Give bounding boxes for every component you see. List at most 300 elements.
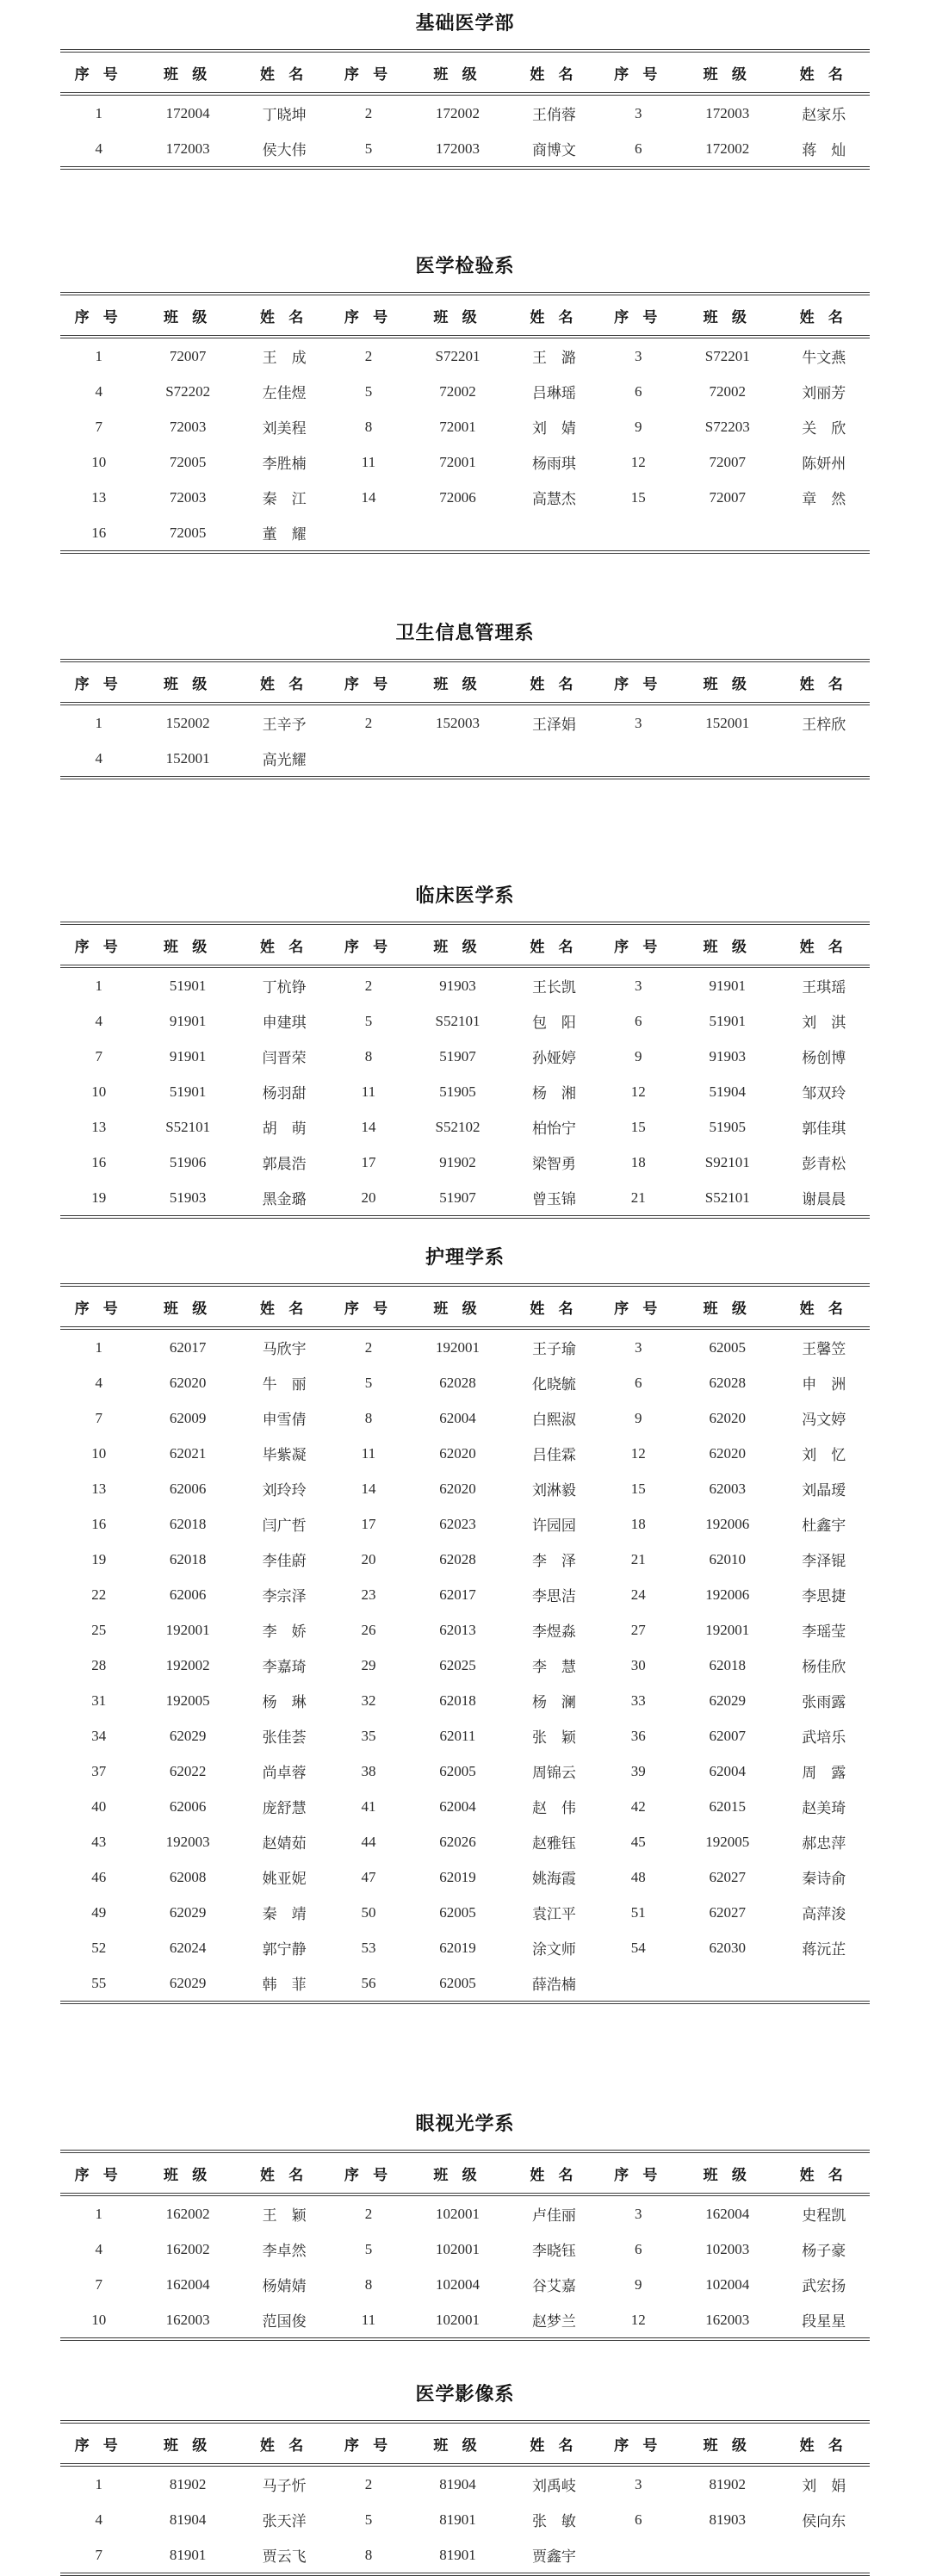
- name-cell: 武培乐: [802, 1729, 846, 1746]
- class-cell: 51901: [169, 977, 207, 994]
- class-cell: S72201: [704, 347, 750, 364]
- column-header: 序 号: [344, 1300, 394, 1317]
- name-cell: 牛文燕: [802, 350, 846, 366]
- class-cell: 72002: [709, 382, 747, 400]
- class-cell: [677, 741, 778, 778]
- name-cell: 李 泽: [531, 1553, 576, 1569]
- name-cell: 侯大伟: [262, 142, 307, 158]
- class-cell: 51905: [439, 1083, 476, 1100]
- class-cell: 81901: [439, 2546, 476, 2563]
- serial-cell: 49: [91, 1903, 107, 1921]
- name-cell: [508, 741, 599, 778]
- class-cell: 62008: [169, 1868, 207, 1885]
- class-cell: 62005: [709, 1338, 747, 1356]
- table-row: [60, 1039, 870, 1074]
- class-cell: 62006: [169, 1586, 207, 1603]
- column-header: 姓 名: [799, 66, 848, 83]
- department-section: [60, 251, 870, 554]
- serial-cell: 7: [95, 2275, 102, 2293]
- name-cell: 刘 忆: [802, 1447, 846, 1463]
- column-header: 班 级: [433, 2437, 482, 2454]
- class-cell: 51905: [709, 1118, 747, 1135]
- name-cell: 刘禹岐: [531, 2478, 576, 2494]
- class-cell: 172003: [705, 104, 750, 121]
- name-cell: 李思捷: [802, 1588, 846, 1605]
- class-cell: 172003: [165, 140, 210, 157]
- name-cell: 张 敏: [531, 2513, 576, 2529]
- table-row: [60, 2231, 870, 2267]
- class-cell: 91901: [169, 1047, 207, 1065]
- class-cell: 192006: [705, 1515, 750, 1532]
- serial-cell: 12: [630, 1083, 646, 1100]
- class-cell: 62025: [439, 1656, 476, 1673]
- serial-cell: 3: [635, 2475, 642, 2492]
- serial-cell: 10: [91, 2311, 107, 2328]
- class-cell: 102001: [435, 2240, 480, 2257]
- serial-cell: 9: [635, 2275, 642, 2293]
- class-cell: 62020: [709, 1409, 747, 1426]
- class-cell: 152001: [165, 749, 210, 767]
- roster-table: [60, 1283, 870, 2004]
- name-cell: 涂文师: [531, 1941, 576, 1958]
- department-section: [60, 881, 870, 1219]
- table-row: [60, 1789, 870, 1824]
- column-header: 班 级: [164, 2167, 213, 2183]
- header-row: [60, 661, 870, 704]
- column-header: 班 级: [703, 66, 752, 83]
- name-cell: 王泽娟: [531, 717, 576, 733]
- serial-cell: 7: [95, 418, 102, 435]
- serial-cell: 4: [95, 140, 102, 157]
- column-header: 姓 名: [799, 2167, 848, 2183]
- column-header: 序 号: [344, 2437, 394, 2454]
- name-cell: 贾鑫宇: [531, 2548, 576, 2565]
- serial-cell: 13: [91, 1480, 107, 1497]
- column-header: 序 号: [344, 676, 394, 692]
- name-cell: 杨羽甜: [262, 1085, 307, 1102]
- class-cell: 91901: [709, 977, 747, 994]
- table-row: [60, 1718, 870, 1754]
- serial-cell: 19: [91, 1550, 107, 1567]
- class-cell: 162003: [165, 2311, 210, 2328]
- class-cell: 62029: [709, 1691, 747, 1709]
- serial-cell: 4: [95, 2240, 102, 2257]
- serial-cell: 16: [91, 1515, 107, 1532]
- column-header: 序 号: [74, 676, 123, 692]
- name-cell: 薛浩楠: [531, 1977, 576, 1993]
- serial-cell: 36: [630, 1727, 646, 1744]
- serial-cell: 12: [630, 453, 646, 470]
- name-cell: 卢佳丽: [531, 2207, 576, 2224]
- department-section: [60, 2109, 870, 2341]
- serial-cell: 8: [364, 1409, 373, 1426]
- column-header: 序 号: [74, 2167, 123, 2183]
- serial-cell: 20: [361, 1550, 376, 1567]
- serial-cell: 44: [361, 1833, 376, 1850]
- section-title: 医学影像系: [415, 2383, 515, 2405]
- table-row: [60, 741, 870, 778]
- class-cell: 62018: [169, 1550, 207, 1567]
- serial-cell: 5: [364, 1012, 373, 1029]
- column-header: 姓 名: [530, 676, 579, 692]
- class-cell: 51904: [709, 1083, 747, 1100]
- table-row: [60, 131, 870, 168]
- class-cell: 62029: [169, 1903, 207, 1921]
- serial-cell: 34: [91, 1727, 107, 1744]
- serial-cell: 16: [91, 1153, 107, 1170]
- serial-cell: [600, 515, 677, 552]
- serial-cell: 15: [630, 488, 646, 506]
- table-row: [60, 966, 870, 1003]
- section-title: 眼视光学系: [415, 2113, 515, 2134]
- name-cell: 章 然: [802, 491, 846, 507]
- class-cell: 62027: [709, 1903, 747, 1921]
- column-header: 序 号: [74, 2437, 123, 2454]
- column-header: 班 级: [433, 309, 482, 326]
- column-header: 序 号: [74, 309, 123, 326]
- table-row: [60, 2302, 870, 2339]
- class-cell: 62005: [439, 1974, 476, 1991]
- name-cell: 赵家乐: [802, 107, 846, 123]
- class-cell: 62004: [439, 1409, 476, 1426]
- name-cell: 冯文婷: [802, 1412, 846, 1428]
- serial-cell: 48: [630, 1868, 646, 1885]
- roster-table: [60, 922, 870, 1219]
- serial-cell: 9: [635, 1409, 642, 1426]
- serial-cell: 1: [95, 977, 102, 994]
- name-cell: [778, 2537, 870, 2574]
- name-cell: 闫晋荣: [262, 1050, 307, 1066]
- name-cell: 马欣宇: [262, 1341, 307, 1357]
- table-row: [60, 1895, 870, 1930]
- header-row: [60, 2422, 870, 2465]
- table-row: [60, 515, 870, 552]
- serial-cell: 16: [91, 524, 107, 541]
- serial-cell: 1: [95, 714, 102, 731]
- serial-cell: 1: [95, 347, 102, 364]
- name-cell: 李晓钰: [531, 2243, 576, 2259]
- column-header: 序 号: [344, 309, 394, 326]
- name-cell: 包 阳: [531, 1015, 576, 1031]
- name-cell: 王 成: [262, 350, 307, 366]
- name-cell: 孙娅婷: [531, 1050, 576, 1066]
- name-cell: 史程凯: [802, 2207, 846, 2224]
- serial-cell: 5: [364, 2511, 373, 2528]
- class-cell: 162002: [165, 2205, 210, 2222]
- class-cell: 51903: [169, 1189, 207, 1206]
- column-header: 班 级: [703, 676, 752, 692]
- serial-cell: 10: [91, 1083, 107, 1100]
- serial-cell: 37: [91, 1762, 107, 1779]
- class-cell: 192005: [165, 1691, 210, 1709]
- name-cell: 赵雅钰: [531, 1835, 576, 1852]
- serial-cell: 10: [91, 453, 107, 470]
- serial-cell: [330, 515, 406, 552]
- class-cell: 62004: [709, 1762, 747, 1779]
- class-cell: [677, 1965, 778, 2002]
- class-cell: 152001: [705, 714, 750, 731]
- name-cell: 王琪瑶: [802, 979, 846, 996]
- header-row: [60, 2151, 870, 2194]
- name-cell: 李思洁: [531, 1588, 576, 1605]
- name-cell: 范国俊: [262, 2313, 307, 2330]
- name-cell: 杜鑫宇: [802, 1518, 846, 1534]
- table-row: [60, 337, 870, 374]
- serial-cell: 3: [635, 2205, 642, 2222]
- serial-cell: 2: [364, 104, 373, 121]
- name-cell: 李煜淼: [531, 1623, 576, 1640]
- serial-cell: 50: [361, 1903, 376, 1921]
- name-cell: 赵美琦: [802, 1800, 846, 1816]
- name-cell: 王长凯: [531, 979, 576, 996]
- table-row: [60, 1683, 870, 1718]
- name-cell: 陈妍州: [802, 456, 846, 472]
- class-cell: S92101: [704, 1153, 750, 1170]
- serial-cell: 27: [630, 1621, 646, 1638]
- name-cell: 秦 江: [262, 491, 307, 507]
- name-cell: 赵婧茹: [262, 1835, 307, 1852]
- section-title: 基础医学部: [415, 12, 515, 34]
- name-cell: 高光耀: [262, 752, 307, 768]
- serial-cell: 15: [630, 1118, 646, 1135]
- name-cell: 杨 湘: [531, 1085, 576, 1102]
- table-row: [60, 444, 870, 480]
- name-cell: 白熙淑: [531, 1412, 576, 1428]
- name-cell: 商博文: [531, 142, 576, 158]
- class-cell: S52101: [165, 1118, 211, 1135]
- serial-cell: 4: [95, 1012, 102, 1029]
- name-cell: 郭晨浩: [262, 1156, 307, 1172]
- serial-cell: 7: [95, 1409, 102, 1426]
- serial-cell: 40: [91, 1797, 107, 1815]
- class-cell: 62003: [709, 1480, 747, 1497]
- name-cell: 李 慧: [531, 1659, 576, 1675]
- column-header: 姓 名: [260, 66, 309, 83]
- serial-cell: 4: [95, 2511, 102, 2528]
- name-cell: 王 颖: [262, 2207, 307, 2224]
- name-cell: 李胜楠: [262, 456, 307, 472]
- name-cell: 左佳煜: [262, 385, 307, 401]
- name-cell: 王辛予: [262, 717, 307, 733]
- serial-cell: 4: [95, 749, 102, 767]
- column-header: 姓 名: [260, 2437, 309, 2454]
- name-cell: 申雪倩: [262, 1412, 307, 1428]
- table-row: [60, 1859, 870, 1895]
- roster-table: [60, 49, 870, 170]
- serial-cell: 51: [630, 1903, 646, 1921]
- serial-cell: 3: [635, 977, 642, 994]
- serial-cell: 7: [95, 1047, 102, 1065]
- serial-cell: 1: [95, 2205, 102, 2222]
- serial-cell: 14: [361, 488, 376, 506]
- serial-cell: 56: [361, 1974, 376, 1991]
- serial-cell: 5: [364, 1374, 373, 1391]
- serial-cell: 19: [91, 1189, 107, 1206]
- class-cell: 72003: [169, 488, 207, 506]
- name-cell: 王 潞: [531, 350, 576, 366]
- department-section: [60, 9, 870, 170]
- department-section: [60, 1243, 870, 2004]
- roster-document: [60, 9, 870, 2576]
- column-header: 姓 名: [799, 2437, 848, 2454]
- class-cell: 62021: [169, 1444, 207, 1462]
- serial-cell: 30: [630, 1656, 646, 1673]
- section-title: 卫生信息管理系: [395, 622, 535, 643]
- serial-cell: [600, 741, 677, 778]
- class-cell: 162003: [705, 2311, 750, 2328]
- serial-cell: 42: [630, 1797, 646, 1815]
- serial-cell: 28: [91, 1656, 107, 1673]
- name-cell: 高萍浚: [802, 1906, 846, 1922]
- name-cell: 闫广哲: [262, 1518, 307, 1534]
- roster-table: [60, 659, 870, 779]
- name-cell: 蒋 灿: [802, 142, 846, 158]
- class-cell: 62017: [169, 1338, 207, 1356]
- name-cell: 申 洲: [802, 1376, 846, 1393]
- name-cell: 丁杭铮: [262, 979, 307, 996]
- table-row: [60, 2267, 870, 2302]
- name-cell: 李卓然: [262, 2243, 307, 2259]
- class-cell: 72001: [439, 453, 476, 470]
- serial-cell: 6: [635, 2240, 642, 2257]
- name-cell: 杨婧婧: [262, 2278, 307, 2294]
- table-row: [60, 409, 870, 444]
- class-cell: 51907: [439, 1189, 476, 1206]
- column-header: 姓 名: [260, 939, 309, 955]
- serial-cell: 5: [364, 2240, 373, 2257]
- serial-cell: 18: [630, 1515, 646, 1532]
- class-cell: 162002: [165, 2240, 210, 2257]
- serial-cell: 47: [361, 1868, 376, 1885]
- table-row: [60, 1400, 870, 1436]
- class-cell: 62020: [439, 1480, 476, 1497]
- class-cell: 192002: [165, 1656, 210, 1673]
- serial-cell: 22: [91, 1586, 107, 1603]
- serial-cell: 3: [635, 347, 642, 364]
- serial-cell: 2: [364, 977, 373, 994]
- class-cell: 172002: [705, 140, 750, 157]
- column-header: 班 级: [164, 66, 213, 83]
- class-cell: 102001: [435, 2205, 480, 2222]
- column-header: 姓 名: [799, 1300, 848, 1317]
- class-cell: 72002: [439, 382, 476, 400]
- table-row: [60, 1436, 870, 1471]
- section-title: 临床医学系: [415, 885, 515, 906]
- column-header: 序 号: [614, 2437, 663, 2454]
- column-header: 序 号: [74, 939, 123, 955]
- column-header: 班 级: [164, 2437, 213, 2454]
- name-cell: 毕紫凝: [262, 1447, 307, 1463]
- class-cell: 72007: [169, 347, 207, 364]
- serial-cell: 7: [95, 2546, 102, 2563]
- table-row: [60, 1612, 870, 1648]
- name-cell: 杨 琳: [262, 1694, 307, 1710]
- class-cell: 51901: [169, 1083, 207, 1100]
- class-cell: S52101: [704, 1189, 750, 1206]
- name-cell: 杨子豪: [802, 2243, 846, 2259]
- column-header: 班 级: [164, 309, 213, 326]
- class-cell: 62005: [439, 1903, 476, 1921]
- table-row: [60, 1145, 870, 1180]
- serial-cell: [600, 1965, 677, 2002]
- name-cell: 董 耀: [262, 526, 307, 543]
- name-cell: 杨雨琪: [531, 456, 576, 472]
- name-cell: 姚海霞: [531, 1871, 576, 1887]
- serial-cell: 2: [364, 2205, 373, 2222]
- column-header: 序 号: [614, 939, 663, 955]
- class-cell: 72001: [439, 418, 476, 435]
- column-header: 姓 名: [530, 66, 579, 83]
- class-cell: 62019: [439, 1868, 476, 1885]
- class-cell: 62022: [169, 1762, 207, 1779]
- column-header: 序 号: [614, 1300, 663, 1317]
- name-cell: 谢晨晨: [802, 1191, 846, 1207]
- class-cell: 152002: [165, 714, 210, 731]
- class-cell: 62024: [169, 1939, 207, 1956]
- serial-cell: 39: [630, 1762, 646, 1779]
- column-header: 班 级: [703, 2437, 752, 2454]
- class-cell: S72203: [704, 418, 750, 435]
- class-cell: [677, 515, 778, 552]
- column-header: 序 号: [344, 939, 394, 955]
- serial-cell: 9: [635, 1047, 642, 1065]
- serial-cell: 5: [364, 382, 373, 400]
- class-cell: 62019: [439, 1939, 476, 1956]
- serial-cell: 12: [630, 1444, 646, 1462]
- name-cell: 柏怡宁: [531, 1120, 576, 1137]
- table-row: [60, 480, 870, 515]
- header-row: [60, 51, 870, 94]
- column-header: 姓 名: [530, 939, 579, 955]
- class-cell: 192003: [165, 1833, 210, 1850]
- class-cell: 62028: [439, 1550, 476, 1567]
- column-header: 序 号: [74, 1300, 123, 1317]
- name-cell: 梁智勇: [531, 1156, 576, 1172]
- name-cell: 贾云飞: [262, 2548, 307, 2565]
- serial-cell: 43: [91, 1833, 107, 1850]
- serial-cell: 8: [364, 2546, 373, 2563]
- column-header: 序 号: [344, 66, 394, 83]
- class-cell: 62015: [709, 1797, 747, 1815]
- serial-cell: 12: [630, 2311, 646, 2328]
- serial-cell: 11: [361, 453, 376, 470]
- name-cell: 谷艾嘉: [531, 2278, 576, 2294]
- serial-cell: 55: [91, 1974, 107, 1991]
- class-cell: 162004: [165, 2275, 210, 2293]
- class-cell: 72003: [169, 418, 207, 435]
- header-row: [60, 923, 870, 966]
- class-cell: 62009: [169, 1409, 207, 1426]
- table-row: [60, 1074, 870, 1109]
- column-header: 姓 名: [260, 1300, 309, 1317]
- class-cell: S72202: [165, 382, 211, 400]
- class-cell: 102004: [705, 2275, 750, 2293]
- column-header: 姓 名: [799, 939, 848, 955]
- serial-cell: 2: [364, 714, 373, 731]
- name-cell: 吕琳瑶: [531, 385, 576, 401]
- class-cell: 62007: [709, 1727, 747, 1744]
- name-cell: 化晓毓: [531, 1376, 576, 1393]
- name-cell: 李嘉琦: [262, 1659, 307, 1675]
- name-cell: 张 颖: [531, 1729, 576, 1746]
- table-row: [60, 1930, 870, 1965]
- class-cell: S72201: [435, 347, 480, 364]
- name-cell: 王梓欣: [802, 717, 846, 733]
- serial-cell: 2: [364, 347, 373, 364]
- table-row: [60, 1365, 870, 1400]
- column-header: 班 级: [433, 1300, 482, 1317]
- serial-cell: 26: [361, 1621, 376, 1638]
